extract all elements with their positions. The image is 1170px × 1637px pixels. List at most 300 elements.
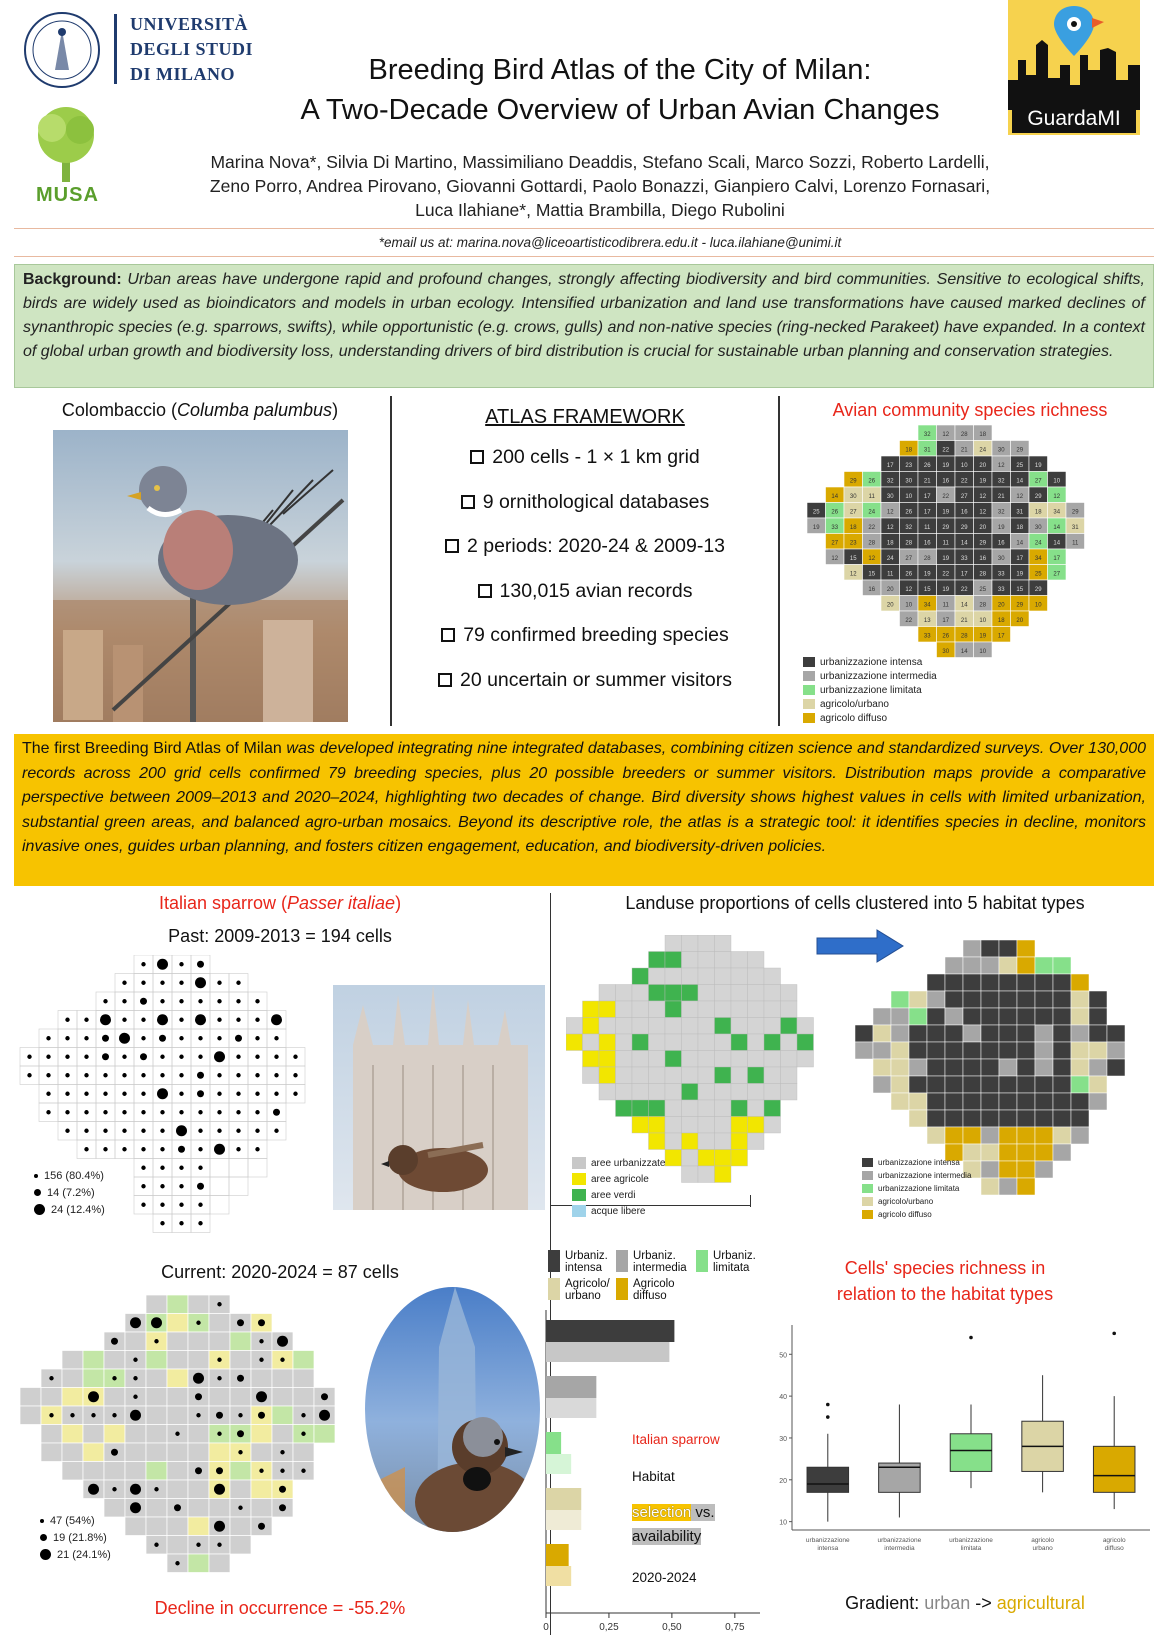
cell-richness-label: 20 (886, 586, 894, 593)
grid-cell (83, 1351, 104, 1370)
label-period: 2020-2024 (632, 1570, 697, 1585)
occurrence-dot (46, 1036, 50, 1040)
occurrence-dot (216, 1467, 223, 1474)
cell-richness-label: 29 (942, 524, 950, 531)
occurrence-dot (49, 1376, 53, 1380)
occurrence-dot (46, 1055, 50, 1059)
landuse-cell (682, 1051, 699, 1068)
occurrence-dot (259, 1358, 263, 1362)
grid-cell (167, 1462, 188, 1481)
landuse-cell (715, 985, 732, 1002)
background-box (14, 264, 1154, 388)
occurrence-dot (103, 1092, 107, 1096)
medium-dot-icon (34, 1189, 41, 1196)
row2-divider-right (778, 396, 780, 726)
occurrence-dot (195, 977, 206, 988)
occurrence-dot (65, 1110, 69, 1114)
label-selection-vs: selection vs. (632, 1504, 715, 1521)
cell-richness-label: 20 (979, 524, 987, 531)
duomo-sparrow-photo (333, 985, 545, 1210)
cell-richness-label: 31 (1071, 524, 1079, 531)
cell-richness-label: 12 (868, 555, 876, 562)
legend-item: aree urbanizzate (572, 1155, 666, 1171)
habitat-cell (981, 1025, 999, 1042)
occurrence-dot (198, 1129, 202, 1133)
habitat-cell (999, 1093, 1017, 1110)
occurrence-dot (179, 1092, 183, 1096)
landuse-cell (665, 952, 682, 969)
occurrence-dot (133, 1376, 137, 1380)
occurrence-dot (119, 1033, 130, 1044)
landuse-cell (698, 1067, 715, 1084)
landuse-cell (781, 1067, 798, 1084)
landuse-cell (731, 968, 748, 985)
habitat-cell (909, 991, 927, 1008)
landuse-cell (682, 952, 699, 969)
cell-richness-label: 28 (923, 555, 931, 562)
landuse-cell (698, 1117, 715, 1134)
framework-list (400, 435, 770, 702)
landuse-cell (682, 985, 699, 1002)
grid-cell (209, 1554, 230, 1573)
landuse-cell (797, 1034, 814, 1051)
habitat-cell (963, 1008, 981, 1025)
habitat-cell (1035, 1076, 1053, 1093)
cell-richness-label: 23 (849, 540, 857, 547)
y-tick-label: 10 (779, 1519, 787, 1527)
occurrence-dot (65, 1073, 69, 1077)
cell-richness-label: 11 (924, 524, 931, 531)
landuse-cell (797, 1051, 814, 1068)
landuse-cell (715, 1117, 732, 1134)
landuse-cell (616, 1034, 633, 1051)
cell-richness-label: 33 (960, 555, 968, 562)
occurrence-dot (160, 1147, 164, 1151)
occurrence-dot (112, 1487, 116, 1491)
cell-richness-label: 12 (942, 431, 950, 438)
cell-richness-label: 20 (997, 602, 1005, 609)
habitat-cell (1017, 940, 1035, 957)
landuse-cell (632, 1067, 649, 1084)
cell-richness-label: 19 (1034, 462, 1042, 469)
landuse-cell (616, 1100, 633, 1117)
occurrence-dot (102, 1053, 109, 1060)
occurrence-dot (160, 999, 164, 1003)
pigeon-illustration (53, 430, 348, 722)
grid-cell (209, 1314, 230, 1333)
landuse-cell (698, 1133, 715, 1150)
occurrence-dot (217, 1302, 221, 1306)
legend-swatch (616, 1250, 628, 1272)
grid-cell (167, 1332, 188, 1351)
grid-cell (146, 1517, 167, 1536)
occurrence-dot (179, 1184, 183, 1188)
habitat-cell (999, 1059, 1017, 1076)
habitat-cell (1035, 991, 1053, 1008)
occurrence-dot (214, 1521, 225, 1532)
habitat-cell (963, 991, 981, 1008)
habitat-cell (927, 1059, 945, 1076)
occurrence-dot (259, 1469, 263, 1473)
landuse-cell (748, 1034, 765, 1051)
contact-email: *email us at: marina.nova@liceoartisticodibrera.edu.it - luca.ilahiane@unimi.it (378, 235, 842, 250)
habitat-cell (1053, 1110, 1071, 1127)
landuse-cell (731, 1133, 748, 1150)
legend-swatch (803, 713, 815, 723)
occurrence-dot (70, 1413, 74, 1417)
cell-richness-label: 14 (1016, 540, 1024, 547)
cell-richness-label: 22 (942, 447, 950, 454)
grid-cell (230, 1462, 251, 1481)
landuse-cell (616, 1051, 633, 1068)
habitat-cell (999, 940, 1017, 957)
landuse-cell (731, 1084, 748, 1101)
grid-cell (230, 1388, 251, 1407)
habitat-cell (945, 1008, 963, 1025)
richness-map-title: Avian community species richness (832, 400, 1108, 420)
occurrence-dot (160, 1166, 164, 1170)
grid-cell (230, 1536, 251, 1555)
landuse-cell (665, 1034, 682, 1051)
habitat-cell (1017, 991, 1035, 1008)
occurrence-dot (141, 1166, 145, 1170)
outlier-point (969, 1336, 973, 1340)
landuse-cell (583, 1018, 600, 1035)
landuse-cell (566, 1034, 583, 1051)
cell-richness-label: 34 (1053, 509, 1061, 516)
landuse-cell (731, 1051, 748, 1068)
occurrence-dot (197, 1090, 204, 1097)
landuse-cell (649, 1100, 666, 1117)
grid-cell (41, 1443, 62, 1462)
occurrence-dot (154, 1543, 158, 1547)
grid-cell (293, 1351, 314, 1370)
y-tick-label: 20 (779, 1477, 787, 1485)
selection-bar (546, 1376, 596, 1398)
grid-cell (167, 1351, 188, 1370)
occurrence-dot (141, 1036, 145, 1040)
cell-richness-label: 12 (1016, 493, 1024, 500)
habitat-cell (1017, 1059, 1035, 1076)
habitat-cell (1017, 1008, 1035, 1025)
occurrence-dot (179, 1203, 183, 1207)
landuse-cell (731, 1150, 748, 1167)
cell-richness-label: 17 (942, 617, 950, 624)
cell-richness-label: 30 (886, 493, 894, 500)
occurrence-dot (238, 1506, 242, 1510)
legend-swatch (572, 1173, 586, 1185)
landuse-cell (764, 1001, 781, 1018)
landuse-cell (665, 1133, 682, 1150)
occurrence-dot (258, 1412, 265, 1419)
landuse-cell (698, 1166, 715, 1183)
occurrence-dot (193, 1373, 204, 1384)
grid-cell (146, 1406, 167, 1425)
cell-richness-label: 32 (905, 524, 913, 531)
occurrence-dot (198, 1221, 202, 1225)
cell-richness-label: 18 (905, 447, 913, 454)
landuse-cell (731, 952, 748, 969)
selection-bar (546, 1432, 561, 1454)
x-tick-label: intermedia (884, 1545, 915, 1552)
checkbox-icon (478, 584, 492, 598)
occurrence-dot (217, 1129, 221, 1133)
occurrence-dot (255, 1018, 259, 1022)
occurrence-dot (159, 1035, 166, 1042)
cell-richness-label: 29 (849, 478, 857, 485)
legend-swatch (803, 671, 815, 681)
landuse-cell (748, 1133, 765, 1150)
landuse-cell (748, 1084, 765, 1101)
landuse-cell (731, 1067, 748, 1084)
occurrence-dot (84, 1129, 88, 1133)
occurrence-dot (258, 1319, 265, 1326)
landuse-cell (649, 1084, 666, 1101)
landuse-cell (764, 1100, 781, 1117)
habitat-cell (1017, 1025, 1035, 1042)
habitat-cell (909, 1110, 927, 1127)
landuse-cell (748, 1051, 765, 1068)
cell-richness-label: 29 (1016, 447, 1024, 454)
habitat-cell (981, 1093, 999, 1110)
landuse-cell (649, 1018, 666, 1035)
legend-swatch (696, 1250, 708, 1272)
landuse-cell (715, 935, 732, 952)
occurrence-dot (195, 1393, 202, 1400)
landuse-cell (566, 1018, 583, 1035)
cell-richness-label: 32 (997, 478, 1005, 485)
habitat-cell (945, 1076, 963, 1093)
cell-richness-label: 32 (923, 431, 931, 438)
landuse-title: Landuse proportions of cells clustered into 5 habitat types (625, 893, 1085, 913)
legend-item: 14 (7.2%) (34, 1184, 105, 1201)
habitat-cell (927, 974, 945, 991)
title-line2: A Two-Decade Overview of Urban Avian Changes (300, 94, 940, 126)
landuse-left-legend (572, 1155, 666, 1219)
occurrence-dot (130, 1317, 141, 1328)
occurrence-dot (157, 1014, 168, 1025)
cell-richness-label: 29 (1034, 586, 1042, 593)
availability-bar (546, 1342, 669, 1362)
occurrence-dot (277, 1336, 288, 1347)
grid-cell (188, 1480, 209, 1499)
landuse-cell (682, 1166, 699, 1183)
occurrence-dot (130, 1410, 141, 1421)
habitat-cell (1107, 1025, 1125, 1042)
cell-richness-label: 19 (979, 633, 987, 640)
availability-bar (546, 1566, 571, 1586)
habitat-cell (1071, 1110, 1089, 1127)
cell-richness-label: 25 (812, 509, 820, 516)
grid-cell (293, 1388, 314, 1407)
cell-richness-label: 20 (1016, 617, 1024, 624)
grid-cell (62, 1425, 83, 1444)
occurrence-dot (255, 1092, 259, 1096)
landuse-cell (665, 1084, 682, 1101)
grid-cell (188, 1351, 209, 1370)
summary-lead: The first Breeding Bird Atlas of Milan (22, 740, 282, 757)
landuse-cell (649, 1067, 666, 1084)
cell-richness-label: 29 (979, 540, 987, 547)
occurrence-dot (274, 1036, 278, 1040)
cell-richness-label: 17 (960, 571, 968, 578)
grid-cell (146, 1295, 167, 1314)
label-availability: availability (632, 1528, 702, 1545)
occurrence-dot (274, 1055, 278, 1059)
occurrence-dot (301, 1413, 305, 1417)
occurrence-dot (238, 1413, 242, 1417)
legend-swatch (548, 1278, 560, 1300)
occurrence-dot (122, 981, 126, 985)
cell-richness-label: 24 (1034, 540, 1042, 547)
landuse-cell (764, 1051, 781, 1068)
occurrence-dot (197, 1072, 204, 1079)
landuse-cell (698, 1100, 715, 1117)
occurrence-dot (133, 1358, 137, 1362)
habitat-cell (999, 1008, 1017, 1025)
landuse-cell (764, 1018, 781, 1035)
x-tick-label: urbano (1032, 1545, 1053, 1552)
habitat-cell (1107, 1042, 1125, 1059)
habitat-cell (891, 991, 909, 1008)
legend-swatch (616, 1278, 628, 1300)
cell-richness-label: 23 (905, 462, 913, 469)
small-dot-icon (40, 1519, 44, 1523)
cell-richness-label: 19 (942, 586, 950, 593)
landuse-cell (632, 1100, 649, 1117)
occurrence-dot (217, 1358, 221, 1362)
musa-logo-text: MUSA (36, 184, 99, 206)
legend-item: acque libere (572, 1203, 666, 1219)
x-tick-label: 0,25 (599, 1622, 619, 1633)
landuse-cell (665, 968, 682, 985)
habitat-cell (1035, 1093, 1053, 1110)
legend-swatch (862, 1210, 873, 1219)
occurrence-dot (179, 1018, 183, 1022)
occurrence-dot (279, 1504, 286, 1511)
landuse-cell (616, 1067, 633, 1084)
landuse-cell (665, 1018, 682, 1035)
habitat-cell (1089, 1008, 1107, 1025)
habitat-cell (945, 1025, 963, 1042)
grid-cell (314, 1425, 335, 1444)
cell-richness-label: 28 (960, 633, 968, 640)
habitat-cell (927, 1093, 945, 1110)
occurrence-dot (255, 1110, 259, 1114)
landuse-cell (682, 935, 699, 952)
habitat-cell (909, 1042, 927, 1059)
habitat-cell (1089, 1059, 1107, 1076)
landuse-cell (781, 1018, 798, 1035)
landuse-cell (616, 1084, 633, 1101)
grid-cell (83, 1443, 104, 1462)
habitat-cell (1107, 1059, 1125, 1076)
occurrence-dot (237, 1319, 244, 1326)
occurrence-dot (175, 1561, 179, 1565)
occurrence-dot (141, 981, 145, 985)
poster-title (260, 50, 980, 130)
x-tick-label: agricolo (1102, 1537, 1126, 1544)
occurrence-dot (236, 1055, 240, 1059)
habitat-cell (981, 1144, 999, 1161)
occurrence-dot (236, 981, 240, 985)
framework-item: 130,015 avian records (400, 569, 770, 614)
cell-richness-label: 27 (831, 540, 839, 547)
habitat-cell (981, 1042, 999, 1059)
cell-richness-label: 12 (979, 493, 987, 500)
occurrence-dot (160, 1203, 164, 1207)
occurrence-dot (280, 1450, 284, 1454)
occurrence-dot (122, 1018, 126, 1022)
occurrence-dot (274, 1073, 278, 1077)
cell-richness-label: 24 (868, 509, 876, 516)
occurrence-dot (197, 1183, 204, 1190)
authors-line3: Luca Ilahiane*, Mattia Brambilla, Diego Rubolini (415, 200, 785, 220)
legend-item: urbanizzazione limitata (803, 683, 937, 697)
medium-dot-icon (40, 1534, 47, 1541)
landuse-cell (698, 952, 715, 969)
habitat-cell (927, 1025, 945, 1042)
cell-richness-label: 10 (1053, 478, 1061, 485)
unimi-seal-icon (22, 10, 102, 90)
legend-item: urbanizzazione intermedia (862, 1169, 971, 1182)
habitat-cell (891, 1042, 909, 1059)
landuse-cell (682, 1084, 699, 1101)
cell-richness-label: 17 (886, 462, 894, 469)
cell-richness-label: 13 (923, 617, 931, 624)
habitat-cell (981, 1059, 999, 1076)
landuse-cell (665, 1051, 682, 1068)
occurrence-dot (217, 999, 221, 1003)
landuse-cell (698, 1084, 715, 1101)
landuse-cell (682, 1100, 699, 1117)
box (950, 1434, 992, 1472)
cell-richness-label: 15 (868, 571, 876, 578)
occurrence-dot (217, 1110, 221, 1114)
grid-cell (188, 1499, 209, 1518)
outlier-point (826, 1403, 830, 1407)
duomo-illustration (333, 985, 545, 1210)
university-name-line1: UNIVERSITÀ (130, 14, 249, 34)
label-species: Italian sparrow (632, 1432, 720, 1447)
landuse-cell (583, 1051, 600, 1068)
landuse-cell (616, 985, 633, 1002)
occurrence-dot (111, 1449, 118, 1456)
occurrence-dot (65, 1055, 69, 1059)
habitat-cell (927, 1110, 945, 1127)
occurrence-dot (65, 1018, 69, 1022)
legend-swatch (803, 657, 815, 667)
checkbox-icon (438, 673, 452, 687)
framework-item: 79 confirmed breeding species (400, 613, 770, 658)
cell-richness-label: 14 (960, 648, 968, 655)
grid-cell (230, 1351, 251, 1370)
grid-cell (272, 1425, 293, 1444)
background-text: Urban areas have undergone rapid and profound changes, strongly affecting biodiversity and bird communities. Sensitive to ecological shifts, birds are widely used as bioindicators and models in urban ecology. Intensified urbanization and land use transformations have caused marked declines of synanthropic species (e.g. sparrows, swifts), while opportunistic (e.g. crows, gulls) and non-native species (ring-necked Parakeet) have expanded. In a context of global urban growth and biodiversity loss, understanding drivers of bird distribution is crucial for sustainable urban planning and conservation strategies. (23, 271, 1145, 360)
cell-richness-label: 14 (1053, 524, 1061, 531)
habitat-cell (909, 1025, 927, 1042)
occurrence-dot (160, 1073, 164, 1077)
occurrence-dot (198, 1147, 202, 1151)
cell-richness-label: 12 (831, 555, 839, 562)
grid-cell (83, 1425, 104, 1444)
cell-richness-label: 19 (923, 571, 931, 578)
grid-cell (125, 1462, 146, 1481)
city-skyline-pin-icon (1008, 0, 1140, 110)
cell-richness-label: 16 (942, 478, 950, 485)
cell-richness-label: 18 (849, 524, 857, 531)
occurrence-dot (321, 1393, 328, 1400)
